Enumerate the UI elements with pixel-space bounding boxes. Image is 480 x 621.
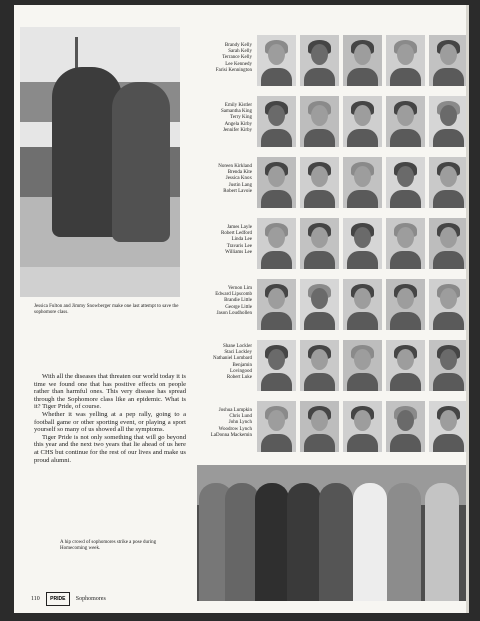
student-name: Travaris Lee: [226, 243, 252, 249]
student-name: Chris Lund: [229, 414, 252, 420]
student-name: Brandy Kelly: [224, 43, 252, 48]
student-portrait: [300, 157, 339, 208]
student-portrait: [257, 401, 296, 452]
student-name: Lee Kennedy: [225, 61, 252, 67]
student-portrait: [300, 35, 339, 86]
student-portrait: [343, 96, 382, 147]
candid-photo: [20, 27, 180, 297]
student-portrait: [429, 157, 466, 208]
student-name: Benjamin: [232, 362, 252, 368]
pride-logo: PRIDE: [46, 592, 70, 606]
student-name: Justin Lang: [228, 182, 252, 188]
student-name: James Layle: [227, 225, 252, 230]
body-paragraph: Tiger Pride is not only something that will go beyond this year and the next two years that lie ahead of us here at CHS but continue for the rest of our lives and make us proud alumni.: [34, 433, 186, 464]
student-name: Jennifer Kirby: [222, 127, 252, 133]
student-portrait: [386, 157, 425, 208]
student-name: Robert Lavoie: [223, 188, 252, 194]
student-portrait: [257, 157, 296, 208]
name-group: [186, 286, 252, 317]
student-name: Emily Kistler: [224, 103, 252, 108]
student-portrait: [257, 340, 296, 391]
body-paragraph: With all the diseases that threaten our world today it is time we found one that has positive effects on people rather than harmful ones. This very disease has spread through the Sophomore class like an epidemic. What is it? Tiger Pride, of course.: [34, 373, 186, 411]
student-portrait: [429, 279, 466, 330]
student-portrait: [386, 279, 425, 330]
body-paragraph: Whether it was yelling at a pep rally, going to a football game or other sporting event, or playing a sport yourself so many of us showed all the symptoms.: [34, 410, 186, 434]
name-group: [186, 344, 252, 381]
student-portrait: [257, 218, 296, 269]
student-portrait: [386, 340, 425, 391]
student-portrait: [429, 340, 466, 391]
student-name: Terry King: [229, 115, 252, 121]
student-name: Vernon Lim: [227, 286, 252, 291]
student-name: Woodrow Lynch: [218, 426, 252, 432]
student-name: Nathaniel Lombard: [212, 356, 252, 362]
student-name: Williams Lee: [225, 249, 252, 255]
student-name: George Little: [225, 304, 252, 310]
student-portrait: [429, 35, 466, 86]
student-name: Joshua Lumpkin: [218, 408, 252, 413]
page-footer: [31, 592, 106, 606]
name-group: [186, 43, 252, 74]
student-portrait: [343, 279, 382, 330]
student-portrait: [429, 96, 466, 147]
student-portrait: [257, 96, 296, 147]
student-name: Linda Lee: [231, 237, 252, 243]
student-name: Robert Ledford: [221, 231, 252, 237]
student-name: LaDonna Mackemin: [210, 432, 252, 438]
body-copy: [34, 373, 186, 464]
student-portrait: [343, 218, 382, 269]
student-portrait: [343, 340, 382, 391]
student-portrait: [386, 96, 425, 147]
student-name: Edward Lipscomb: [215, 292, 252, 298]
student-name: Jason Loudhollen: [216, 310, 252, 316]
student-name: Staci Lockley: [224, 350, 252, 356]
page-number: 110: [31, 596, 40, 602]
name-group: [186, 408, 252, 439]
group-photo: [197, 465, 466, 601]
student-name: Sarah Kelly: [228, 49, 252, 55]
student-name: Shane Lockler: [222, 344, 252, 349]
student-portrait: [257, 279, 296, 330]
student-name: Brandie Little: [224, 298, 252, 304]
student-name: Robert Luke: [226, 375, 252, 381]
student-portrait: [343, 157, 382, 208]
student-portrait: [257, 35, 296, 86]
name-group: [186, 103, 252, 134]
group-photo-caption: A hip crowd of sophomores strike a pose during Homecoming week.: [60, 540, 157, 551]
name-group: [186, 164, 252, 195]
student-portrait: [300, 279, 339, 330]
name-group: [186, 225, 252, 256]
student-portrait: [386, 401, 425, 452]
student-portrait: [343, 35, 382, 86]
page-edge: [466, 5, 469, 613]
student-portrait: [300, 340, 339, 391]
student-portrait: [386, 35, 425, 86]
student-name: Angela Kirby: [224, 121, 252, 127]
student-name: Terrance Kelly: [222, 55, 252, 61]
candid-photo-caption: Jessica Fulton and Jimmy Snowberger make one last attempt to save the sophomore class.: [34, 304, 179, 315]
student-name: Noreen Kirkland: [218, 164, 252, 169]
student-portrait: [386, 218, 425, 269]
student-name: Lovingood: [230, 368, 252, 374]
student-portrait: [300, 401, 339, 452]
student-portrait: [300, 96, 339, 147]
student-name: Farisi Kennington: [215, 67, 252, 73]
student-name: John Lynch: [228, 420, 252, 426]
student-portrait: [429, 401, 466, 452]
student-portrait: [300, 218, 339, 269]
yearbook-page: [14, 5, 466, 613]
student-portrait: [429, 218, 466, 269]
student-name: Brenda Kite: [227, 170, 252, 176]
student-name: Samantha King: [221, 109, 252, 115]
section-label: Sophomores: [75, 596, 106, 602]
student-portrait: [343, 401, 382, 452]
student-name: Jessica Knox: [225, 176, 252, 182]
